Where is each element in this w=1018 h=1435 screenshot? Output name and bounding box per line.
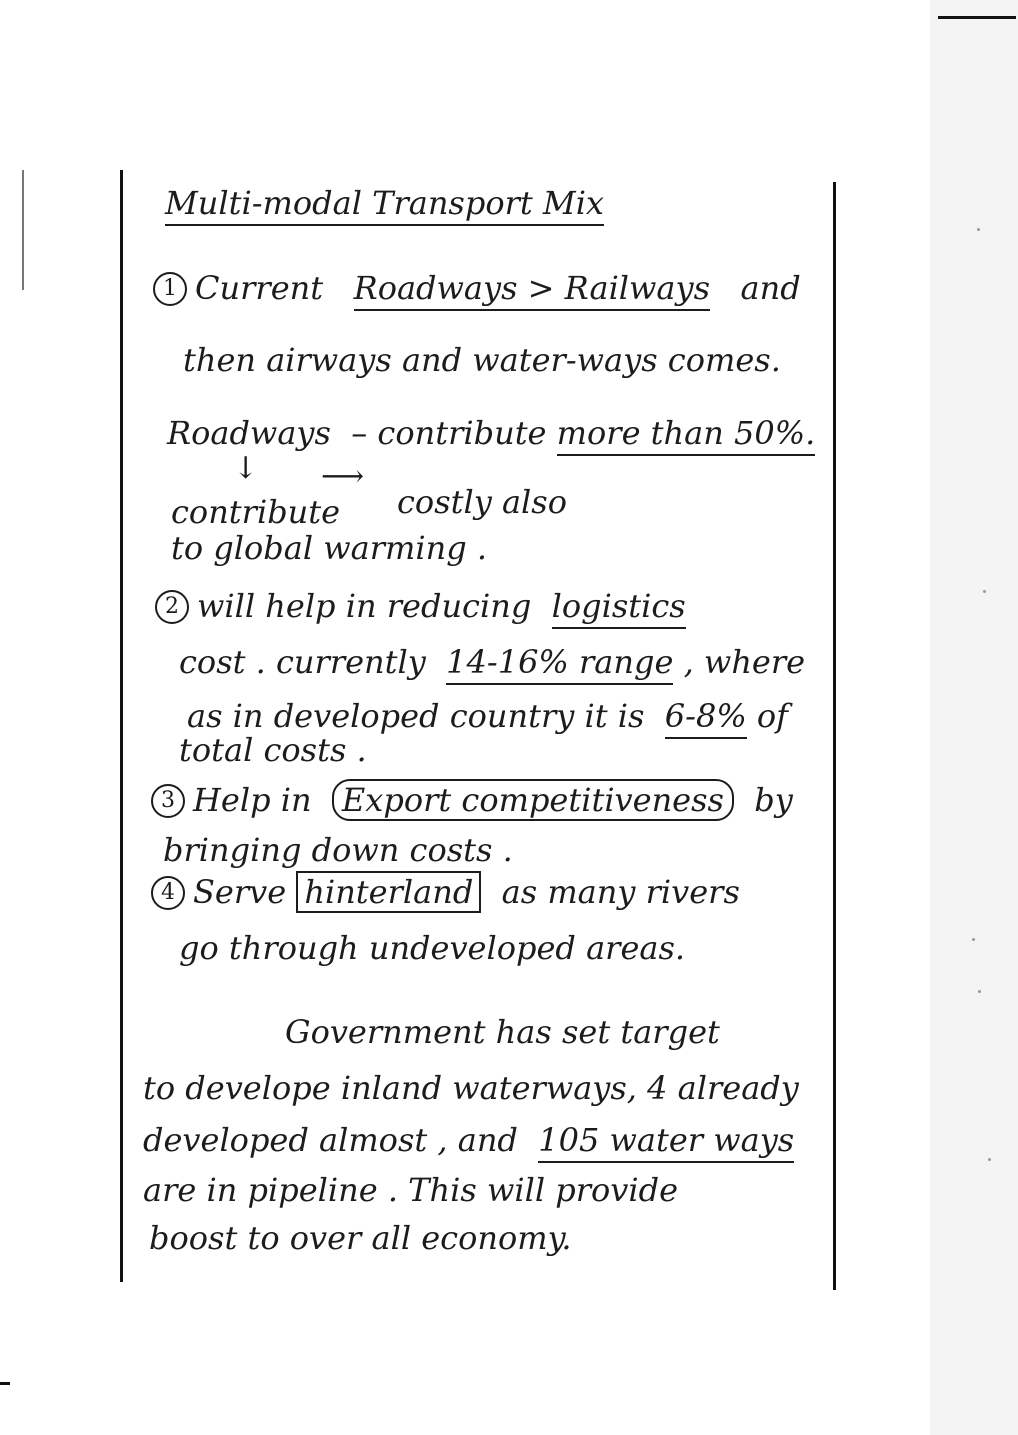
point-2-line-3: as in developed country it is 6-8% of <box>187 696 788 736</box>
scan-margin-strip <box>930 0 1018 1435</box>
scan-speck <box>978 990 981 993</box>
scan-speck <box>988 1158 991 1161</box>
point-2-line-4: total costs . <box>179 731 367 769</box>
arrow-down-icon: ↓ <box>233 451 259 486</box>
note-content <box>135 0 825 1435</box>
scan-mark-left <box>22 170 24 290</box>
point-2-line-1: 2 will help in reducing logistics <box>155 586 686 626</box>
effect-warming-2: to global warming . <box>171 529 488 567</box>
export-competitiveness-box: Export competitiveness <box>332 779 734 821</box>
note-title-text: Multi-modal Transport Mix <box>165 184 604 226</box>
government-line-2: to develope inland waterways, 4 already <box>143 1069 799 1107</box>
point-4-line-2: go through undeveloped areas. <box>179 929 686 967</box>
arrow-right-icon: ⟶ <box>321 459 365 494</box>
point-1-line-2: then airways and water-ways comes. <box>183 341 781 379</box>
page-border-right <box>833 182 836 1290</box>
government-line-1: Government has set target <box>285 1013 720 1051</box>
scan-mark-bottom-left <box>0 1382 10 1385</box>
roadways-label: Roadways <box>167 414 331 452</box>
government-line-4: are in pipeline . This will provide <box>143 1171 678 1209</box>
effect-warming-1: contribute <box>171 493 341 531</box>
logistics-cost-range: 14-16% range <box>446 643 673 685</box>
point-3-line-2: bringing down costs . <box>163 831 513 869</box>
logistics-term: logistics <box>552 587 686 629</box>
point-number-3: 3 <box>151 784 185 818</box>
waterways-in-pipeline: 105 water ways <box>538 1121 794 1163</box>
government-line-3: developed almost , and 105 water ways <box>143 1120 794 1160</box>
point-number-1: 1 <box>153 272 187 306</box>
scan-mark-top-right <box>938 16 1016 19</box>
point-number-2: 2 <box>155 590 189 624</box>
point-1-line-1: 1 Current Roadways > Railways and <box>153 268 801 308</box>
point-3-line-1: 3 Help in Export competitiveness by <box>151 780 793 820</box>
transport-ranking: Roadways > Railways <box>354 269 710 311</box>
developed-cost-range: 6-8% <box>665 697 747 739</box>
scan-speck <box>983 590 986 593</box>
point-2-line-2: cost . currently 14-16% range , where <box>179 642 805 682</box>
hinterland-box: hinterland <box>296 871 481 913</box>
roadways-share: more than 50%. <box>557 414 816 456</box>
page-border-left <box>120 170 123 1282</box>
scan-speck <box>977 228 980 231</box>
government-line-5: boost to over all economy. <box>149 1219 572 1257</box>
scan-speck <box>972 938 975 941</box>
note-title <box>165 183 604 223</box>
effect-costly: costly also <box>397 483 567 521</box>
point-1-line-3: Roadways – contribute more than 50%. <box>167 413 815 453</box>
point-number-4: 4 <box>151 876 185 910</box>
point-4-line-1: 4 Serve hinterland as many rivers <box>151 872 740 912</box>
